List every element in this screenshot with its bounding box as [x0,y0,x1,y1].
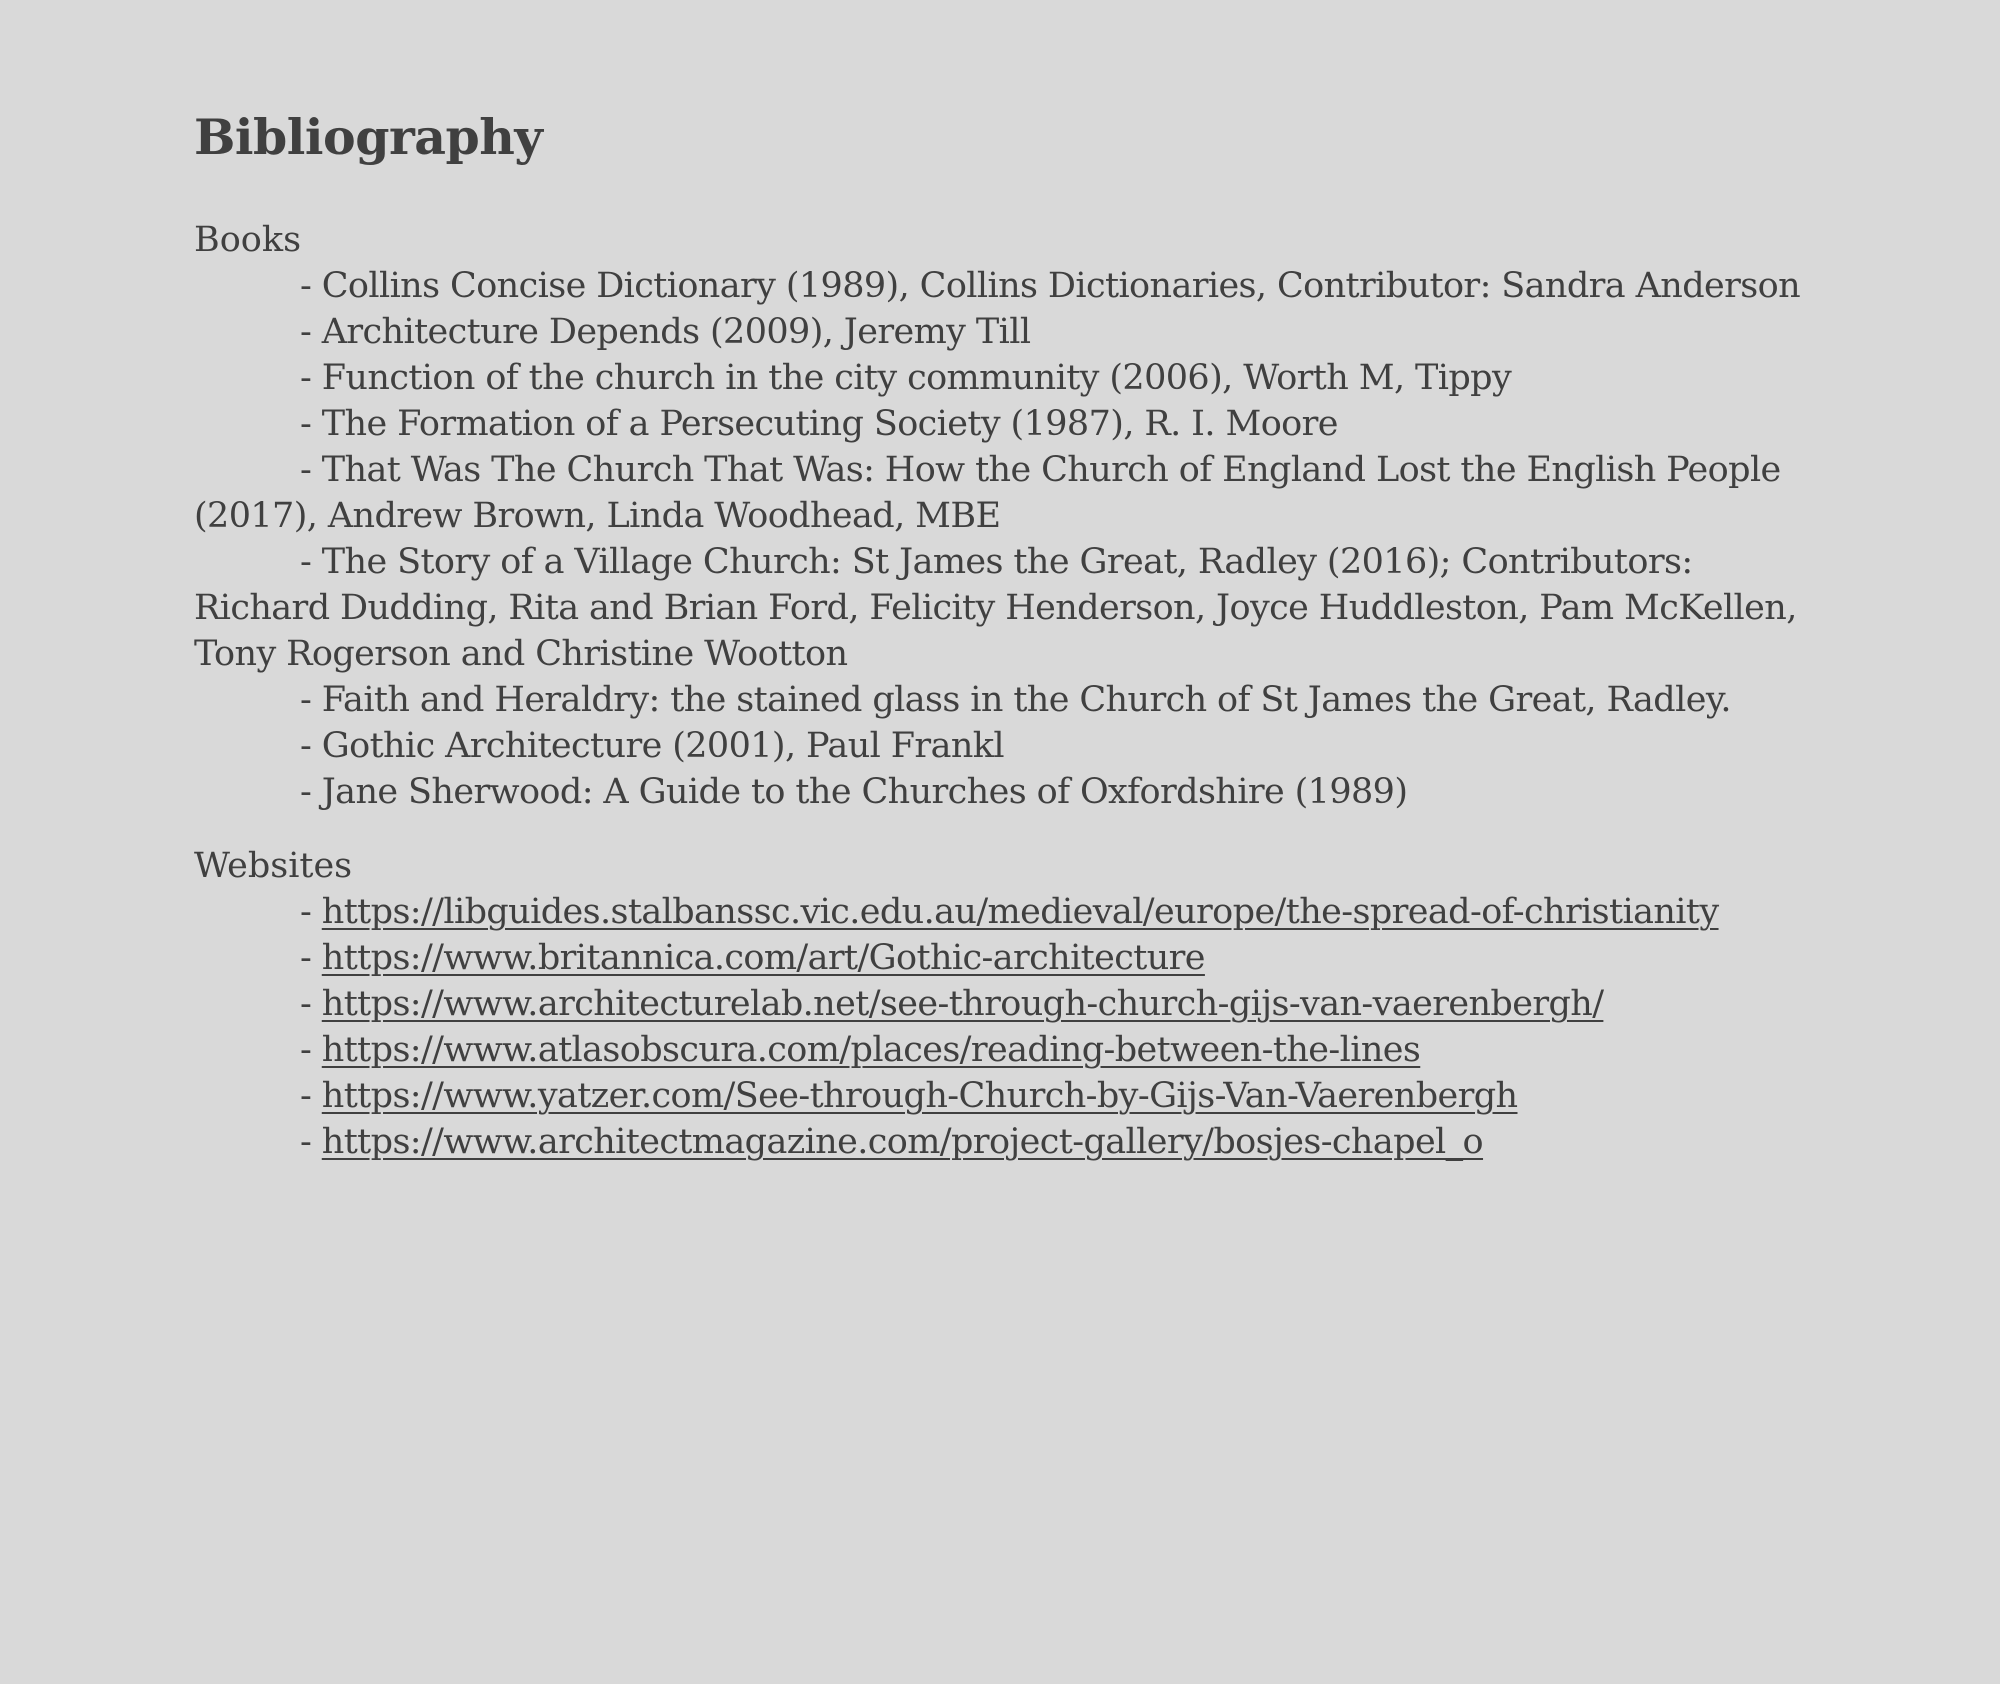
book-entry: - Faith and Heraldry: the stained glass in the Church of St James the Great, Radley. [300,679,1731,720]
list-bullet: - [300,891,322,932]
book-entry: - That Was The Church That Was: How the Church of England Lost the English People (2017), Andrew Brown, Linda Woodhead, MBE [194,449,1781,536]
websites-list [194,889,1834,1165]
list-bullet: - [300,937,322,978]
section-spacer [194,815,1834,843]
book-entry: - Architecture Depends (2009), Jeremy Till [300,311,1031,352]
website-link[interactable]: https://www.atlasobscura.com/places/reading-between-the-lines [321,1029,1421,1070]
book-entry: - The Formation of a Persecuting Society (1987), R. I. Moore [300,403,1338,444]
document-page [194,108,1834,1165]
websites-section [194,843,1834,1165]
book-entry: - Function of the church in the city community (2006), Worth M, Tippy [300,357,1512,398]
website-link[interactable]: https://www.architecturelab.net/see-through-church-gijs-van-vaerenbergh/ [321,983,1604,1024]
website-link[interactable]: https://www.yatzer.com/See-through-Church-by-Gijs-Van-Vaerenbergh [321,1075,1518,1116]
website-entry [194,981,1834,1027]
list-bullet: - [300,983,322,1024]
website-entry [194,935,1834,981]
website-entry [194,889,1834,935]
list-bullet: - [300,1121,322,1162]
book-entry: - Gothic Architecture (2001), Paul Frankl [300,725,1004,766]
books-heading: Books [194,219,302,260]
book-entry: - Collins Concise Dictionary (1989), Collins Dictionaries, Contributor: Sandra Anderson [300,265,1801,306]
list-bullet: - [300,1029,322,1070]
website-entry [194,1027,1834,1073]
website-entry [194,1119,1834,1165]
website-link[interactable]: https://libguides.stalbanssc.vic.edu.au/medieval/europe/the-spread-of-christianity [321,891,1719,932]
books-list [194,263,1834,815]
book-entry: - Jane Sherwood: A Guide to the Churches of Oxfordshire (1989) [300,771,1408,812]
list-bullet: - [300,1075,322,1116]
website-link[interactable]: https://www.architectmagazine.com/project-gallery/bosjes-chapel_o [321,1121,1484,1162]
website-link[interactable]: https://www.britannica.com/art/Gothic-architecture [321,937,1205,978]
page-title: Bibliography [194,108,543,166]
book-entry: - The Story of a Village Church: St James the Great, Radley (2016); Contributors: Richard Dudding, Rita and Brian Ford, Felicity Henderson, Joyce Huddleston, Pam McKellen, Tony Rogerson and Christine Wootton [194,541,1797,674]
books-section [194,217,1834,815]
website-entry [194,1073,1834,1119]
websites-heading: Websites [194,845,353,886]
